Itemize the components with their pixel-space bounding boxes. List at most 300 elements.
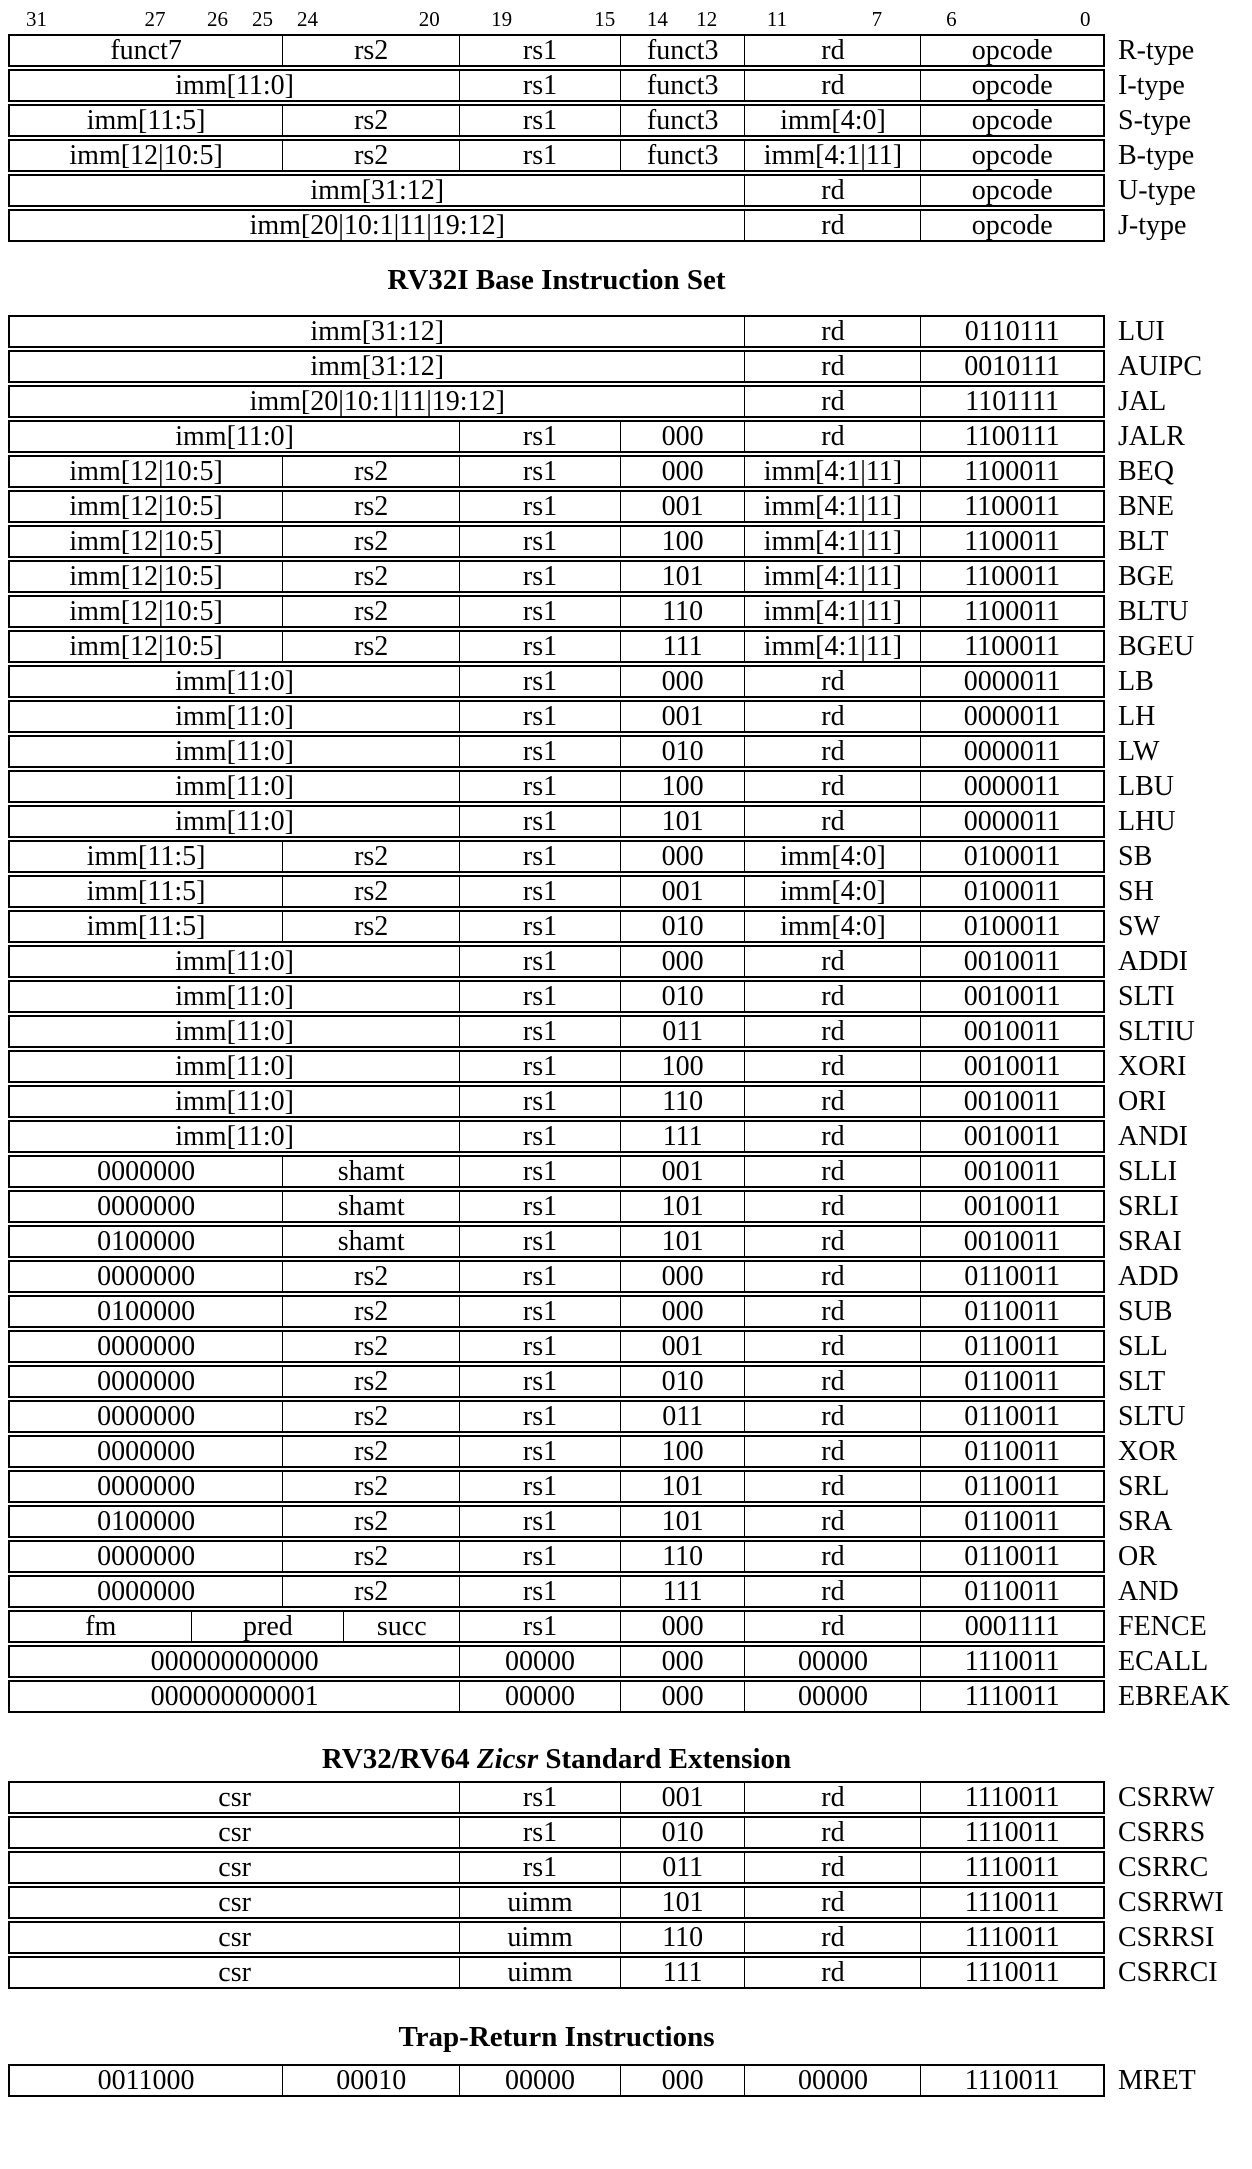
row-label: SH [1118,875,1154,907]
field-opcode: 1110011 [920,1783,1103,1812]
trap-return-instruction-table [8,2064,1196,2097]
field-imm12: imm[11:0] [175,737,294,766]
table-row [8,1015,1195,1048]
rv32i-section-heading: RV32I Base Instruction Set [387,264,726,296]
field-rs2: rs2 [282,562,459,591]
field-funct3: 001 [620,1783,745,1812]
field-rd: rd [744,1087,920,1116]
table-row [8,560,1174,593]
field-imm12: csr [218,1888,251,1917]
field-imm12: imm[11:0] [175,422,294,451]
field-funct3: funct3 [620,106,745,135]
field-funct3: 110 [620,1923,745,1952]
row-label: CSRRW [1118,1781,1215,1813]
field-rs1: rs1 [459,141,620,170]
table-row [8,1400,1186,1433]
table-row [8,69,1185,102]
field-rd: imm[4:0] [744,877,920,906]
field-funct3: 001 [620,492,745,521]
row-label: EBREAK [1118,1680,1230,1712]
zicsr-section-heading [8,1744,1105,1774]
field-funct3: 011 [620,1017,745,1046]
field-rs2: rs2 [282,457,459,486]
field-pred: pred [191,1612,343,1641]
field-funct7: 0000000 [97,1402,196,1431]
field-fm: fm [85,1612,117,1641]
field-opcode: 0000011 [920,737,1103,766]
row-label: JALR [1118,420,1185,452]
row-label: SLTI [1118,980,1175,1012]
field-opcode: opcode [920,71,1103,100]
field-imm12: imm[11:0] [175,982,294,1011]
field-rd: rd [744,36,920,65]
field-opcode: 0010011 [920,947,1103,976]
field-rd: imm[4:1|11] [744,457,920,486]
field-rd: rd [744,1262,920,1291]
field-rs2: rs2 [282,527,459,556]
field-rd: rd [744,1227,920,1256]
row-label: AUIPC [1118,350,1203,382]
field-funct7: 0000000 [97,1367,196,1396]
field-funct3: 101 [620,1192,745,1221]
field-rs1: uimm [459,1958,620,1987]
field-funct7: imm[11:5] [86,842,206,871]
row-label: LBU [1118,770,1174,802]
field-funct3: 000 [620,1297,745,1326]
field-funct3: 011 [620,1402,745,1431]
field-rs2: rs2 [282,1577,459,1606]
row-label: ORI [1118,1085,1167,1117]
field-rs1: 00000 [459,2066,620,2095]
table-row [8,1435,1178,1468]
field-funct3: 000 [620,1262,745,1291]
table-row [8,1225,1182,1258]
field-funct3: 001 [620,702,745,731]
bit-label-0: 0 [1080,7,1091,31]
field-imm12: imm[11:0] [175,807,294,836]
field-imm12: imm[11:0] [175,1087,294,1116]
field-rs2: rs2 [282,877,459,906]
field-funct3: 010 [620,1818,745,1847]
field-rs1: rs1 [459,1297,620,1326]
field-funct3: 000 [620,667,745,696]
row-label: B-type [1118,139,1195,171]
row-label: SRL [1118,1470,1170,1502]
field-funct7: imm[12|10:5] [69,597,223,626]
table-row [8,174,1196,207]
field-rd: rd [744,1332,920,1361]
field-opcode: 0010011 [920,1227,1103,1256]
field-opcode: 0010111 [920,352,1103,381]
field-rs2: shamt [282,1192,459,1221]
table-row [8,1505,1173,1538]
field-imm20: imm[20|10:1|11|19:12] [249,211,505,240]
field-opcode: 0010011 [920,1122,1103,1151]
field-rd: imm[4:1|11] [744,141,920,170]
field-funct3: 111 [620,632,745,661]
field-rs1: rs1 [459,632,620,661]
field-rd: rd [744,1888,920,1917]
field-funct7: 0000000 [97,1542,196,1571]
table-row [8,700,1156,733]
table-row [8,805,1176,838]
table-row [8,2064,1196,2097]
row-label: XORI [1118,1050,1187,1082]
field-rs1: rs1 [459,422,620,451]
table-row [8,315,1165,348]
field-rd: rd [744,1437,920,1466]
field-funct3: 101 [620,1227,745,1256]
table-row [8,104,1192,137]
field-rd: rd [744,1818,920,1847]
field-rd: rd [744,1192,920,1221]
table-row [8,490,1174,523]
field-rs1: rs1 [459,772,620,801]
field-rs1: rs1 [459,1332,620,1361]
table-row [8,1365,1166,1398]
field-rs1: rs1 [459,106,620,135]
row-label: XOR [1118,1435,1178,1467]
field-rs2: rs2 [282,597,459,626]
field-rd: rd [744,1402,920,1431]
field-imm20: imm[31:12] [310,352,445,381]
field-opcode: 0010011 [920,1192,1103,1221]
table-row [8,420,1185,453]
bit-label-19: 19 [491,7,513,31]
field-rd: 00000 [744,1682,920,1711]
field-opcode: 0010011 [920,1052,1103,1081]
table-row [8,1680,1230,1713]
rv32i-instruction-table [8,315,1230,1713]
row-label: ADD [1118,1260,1179,1292]
field-imm12: imm[11:0] [175,772,294,801]
field-funct7: imm[11:5] [86,877,206,906]
field-rd: imm[4:0] [744,106,920,135]
field-succ: succ [343,1612,459,1641]
row-label: AND [1118,1575,1179,1607]
field-imm12: csr [218,1783,251,1812]
field-funct7: 0000000 [97,1157,196,1186]
field-funct3: 010 [620,912,745,941]
row-label: SLLI [1118,1155,1178,1187]
field-funct3: 001 [620,1157,745,1186]
field-opcode: 0110011 [920,1437,1103,1466]
row-label: ADDI [1118,945,1188,977]
zicsr-heading-italic: Zicsr [476,1743,539,1775]
field-rs1: rs1 [459,1227,620,1256]
field-opcode: 1110011 [920,1888,1103,1917]
field-rs1: rs1 [459,562,620,591]
field-rs1: rs1 [459,71,620,100]
table-row [8,1781,1215,1814]
field-rd: rd [744,1542,920,1571]
field-rs1: rs1 [459,1507,620,1536]
field-funct7: imm[12|10:5] [69,527,223,556]
field-rs2: rs2 [282,141,459,170]
field-rd: rd [744,317,920,346]
field-opcode: 1100011 [920,562,1103,591]
field-opcode: opcode [920,141,1103,170]
table-row [8,350,1203,383]
row-label: LH [1118,700,1156,732]
row-label: SLTU [1118,1400,1186,1432]
field-rd: rd [744,211,920,240]
table-row [8,735,1160,768]
row-label: BNE [1118,490,1174,522]
field-imm12: imm[11:0] [175,947,294,976]
table-row [8,665,1154,698]
bit-position-ruler [8,0,1105,34]
row-label: I-type [1118,69,1185,101]
field-opcode: 0110111 [920,317,1103,346]
row-label: ANDI [1118,1120,1188,1152]
field-rs1: rs1 [459,842,620,871]
field-rd: rd [744,422,920,451]
table-row [8,1120,1188,1153]
field-rd: rd [744,667,920,696]
row-label: J-type [1118,209,1187,241]
trap-return-section-heading: Trap-Return Instructions [398,2021,715,2053]
field-rs2: rs2 [282,1472,459,1501]
field-opcode: 1110011 [920,1923,1103,1952]
table-row [8,595,1189,628]
row-label: CSRRCI [1118,1956,1218,1988]
field-rs1: uimm [459,1888,620,1917]
field-rs1: uimm [459,1923,620,1952]
field-rs1: rs1 [459,947,620,976]
field-rd: rd [744,982,920,1011]
field-rd: rd [744,1612,920,1641]
field-rd: rd [744,71,920,100]
row-label: BGE [1118,560,1174,592]
field-rs1: rs1 [459,1262,620,1291]
field-rs2: rs2 [282,36,459,65]
field-imm12: imm[11:0] [175,1052,294,1081]
field-rs2: rs2 [282,106,459,135]
bit-label-27: 27 [144,7,166,31]
field-rs1: rs1 [459,1853,620,1882]
field-funct3: 110 [620,1542,745,1571]
field-opcode: 1110011 [920,1958,1103,1987]
table-row [8,1085,1167,1118]
field-opcode: 1110011 [920,1853,1103,1882]
field-funct7: imm[11:5] [86,912,206,941]
bit-label-14: 14 [646,7,668,31]
field-rs2: rs2 [282,842,459,871]
field-funct3: 110 [620,1087,745,1116]
field-funct3: 110 [620,597,745,626]
table-row [8,875,1154,908]
field-opcode: 1100011 [920,597,1103,626]
field-rs2: rs2 [282,1297,459,1326]
field-opcode: 1100011 [920,527,1103,556]
table-row [8,1190,1179,1223]
field-funct7: funct7 [110,36,182,65]
field-rd: rd [744,176,920,205]
field-rs1: 00000 [459,1647,620,1676]
field-rd: imm[4:1|11] [744,527,920,556]
bit-label-12: 12 [696,7,718,31]
field-imm12: imm[11:0] [175,667,294,696]
field-funct7: 0100000 [97,1507,196,1536]
field-rd: imm[4:1|11] [744,632,920,661]
row-label: LW [1118,735,1160,767]
field-opcode: 1100011 [920,492,1103,521]
field-rs2: rs2 [282,1262,459,1291]
field-rs1: rs1 [459,1192,620,1221]
field-rd: 00000 [744,2066,920,2095]
field-rs1: rs1 [459,36,620,65]
field-rs2: rs2 [282,1402,459,1431]
row-label: BEQ [1118,455,1174,487]
field-funct3: 111 [620,1122,745,1151]
row-label: MRET [1118,2064,1196,2096]
field-opcode: 0000011 [920,667,1103,696]
bit-label-20: 20 [418,7,440,31]
field-opcode: 0110011 [920,1402,1103,1431]
field-funct3: 100 [620,1052,745,1081]
field-opcode: 0110011 [920,1332,1103,1361]
field-funct3: 001 [620,1332,745,1361]
field-rs1: rs1 [459,1052,620,1081]
field-rd: rd [744,1122,920,1151]
field-imm12: imm[11:0] [175,1017,294,1046]
field-rd: rd [744,1472,920,1501]
row-label: ECALL [1118,1645,1209,1677]
field-imm20: imm[31:12] [310,176,445,205]
field-rd: rd [744,1853,920,1882]
field-funct3: 000 [620,1612,745,1641]
field-rs2: rs2 [282,1542,459,1571]
field-opcode: 0010011 [920,1017,1103,1046]
field-funct3: funct3 [620,71,745,100]
field-rs1: rs1 [459,527,620,556]
field-funct7: imm[12|10:5] [69,457,223,486]
field-opcode: 0100011 [920,877,1103,906]
row-label: CSRRSI [1118,1921,1215,1953]
table-row [8,209,1187,242]
field-opcode: opcode [920,106,1103,135]
field-rs2: shamt [282,1157,459,1186]
field-rs1: rs1 [459,1017,620,1046]
field-opcode: 0110011 [920,1367,1103,1396]
field-opcode: 0110011 [920,1507,1103,1536]
field-rd: imm[4:1|11] [744,492,920,521]
row-label: LUI [1118,315,1165,347]
row-label: S-type [1118,104,1192,136]
field-rs1: rs1 [459,667,620,696]
row-label: CSRRS [1118,1816,1206,1848]
table-row [8,1851,1209,1884]
field-funct7: 0011000 [97,2066,195,2095]
table-row [8,1645,1209,1678]
field-funct7: 0000000 [97,1577,196,1606]
field-rs1: rs1 [459,807,620,836]
field-funct3: 011 [620,1853,745,1882]
field-imm12: 000000000000 [150,1647,319,1676]
row-label: CSRRC [1118,1851,1209,1883]
field-opcode: 0000011 [920,772,1103,801]
field-funct7: imm[12|10:5] [69,562,223,591]
table-row [8,910,1160,943]
row-label: FENCE [1118,1610,1207,1642]
field-imm20: imm[20|10:1|11|19:12] [249,387,505,416]
field-funct7: imm[12|10:5] [69,492,223,521]
bit-label-6: 6 [946,7,957,31]
field-opcode: 0110011 [920,1262,1103,1291]
table-row [8,630,1195,663]
row-label: LB [1118,665,1154,697]
table-row [8,385,1167,418]
table-row [8,139,1195,172]
field-rs2: rs2 [282,632,459,661]
field-opcode: 1110011 [920,1647,1103,1676]
bit-label-24: 24 [296,7,318,31]
field-rs1: rs1 [459,1577,620,1606]
table-row [8,1886,1224,1919]
field-imm12: csr [218,1818,251,1847]
table-row [8,455,1174,488]
field-opcode: 1100011 [920,632,1103,661]
table-row [8,1610,1207,1643]
table-row [8,770,1174,803]
field-funct3: 100 [620,772,745,801]
field-rs2: shamt [282,1227,459,1256]
field-rd: rd [744,1783,920,1812]
field-opcode: 0010011 [920,1157,1103,1186]
field-funct3: 101 [620,562,745,591]
field-rs1: rs1 [459,1157,620,1186]
field-rs1: rs1 [459,1472,620,1501]
field-funct3: 100 [620,527,745,556]
row-label: BGEU [1118,630,1195,662]
bit-label-25: 25 [252,7,273,31]
field-funct3: 101 [620,1888,745,1917]
field-rd: rd [744,1507,920,1536]
zicsr-heading-prefix: RV32/RV64 [321,1743,477,1775]
field-opcode: 1100111 [920,422,1103,451]
field-funct7: 0000000 [97,1332,196,1361]
field-funct3: funct3 [620,36,745,65]
field-rs1: 00000 [459,1682,620,1711]
field-rs1: rs1 [459,1402,620,1431]
field-funct3: 000 [620,947,745,976]
field-opcode: 0110011 [920,1577,1103,1606]
field-funct3: 100 [620,1437,745,1466]
field-funct7: 0100000 [97,1227,196,1256]
field-rs1: rs1 [459,1122,620,1151]
field-rs1: rs1 [459,597,620,626]
field-rs1: rs1 [459,1367,620,1396]
field-imm12: csr [218,1958,251,1987]
field-funct3: funct3 [620,141,745,170]
field-funct3: 000 [620,422,745,451]
field-rd: rd [744,1052,920,1081]
table-row [8,1921,1215,1954]
row-label: SRLI [1118,1190,1179,1222]
table-row [8,1540,1157,1573]
field-rd: rd [744,772,920,801]
field-opcode: opcode [920,176,1103,205]
table-row [8,1956,1218,1989]
field-rs2: rs2 [282,1332,459,1361]
field-funct3: 000 [620,1647,745,1676]
field-rs1: rs1 [459,457,620,486]
table-row [8,1050,1187,1083]
field-imm12: imm[11:0] [175,702,294,731]
field-funct3: 000 [620,2066,745,2095]
field-opcode: 0010011 [920,1087,1103,1116]
